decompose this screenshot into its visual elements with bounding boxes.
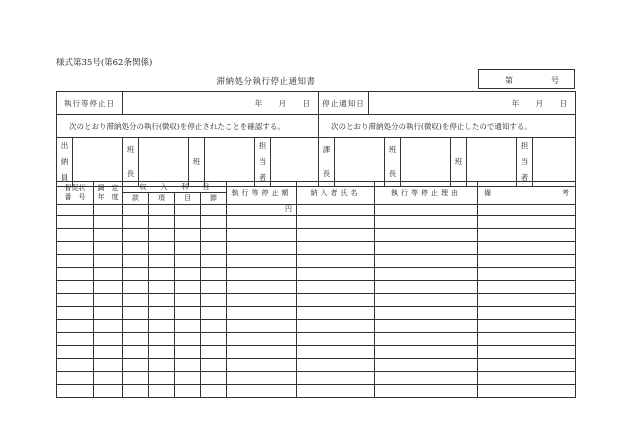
table-row: [57, 359, 576, 372]
stop-date-label: 執行等停止日: [57, 92, 123, 115]
table-cell[interactable]: [201, 333, 227, 346]
table-cell[interactable]: [227, 216, 297, 229]
table-row: [57, 333, 576, 346]
confirm-statement: 次のとおり滞納処分の執行(徴収)を停止されたことを確認する。: [57, 115, 319, 138]
table-cell[interactable]: [149, 385, 175, 398]
tantousha-b-label: 担 当 者: [517, 138, 533, 187]
table-cell[interactable]: [123, 255, 149, 268]
table-cell[interactable]: [149, 346, 175, 359]
han-b-seal[interactable]: [467, 138, 517, 187]
table-cell[interactable]: [201, 320, 227, 333]
table-cell[interactable]: [201, 242, 227, 255]
table-cell[interactable]: [149, 229, 175, 242]
table-cell[interactable]: [149, 216, 175, 229]
table-cell[interactable]: [57, 372, 94, 385]
table-row: [57, 307, 576, 320]
table-cell[interactable]: [149, 242, 175, 255]
table-cell[interactable]: [375, 268, 478, 281]
table-cell[interactable]: [94, 346, 123, 359]
table-cell[interactable]: [175, 333, 201, 346]
date-table: [56, 91, 576, 138]
table-row: [57, 346, 576, 359]
table-cell[interactable]: [94, 307, 123, 320]
table-cell[interactable]: [57, 255, 94, 268]
table-cell[interactable]: [175, 359, 201, 372]
detail-table: [56, 181, 576, 398]
notice-date-label: 停止通知日: [319, 92, 369, 115]
table-cell[interactable]: [478, 359, 576, 372]
table-cell[interactable]: [297, 359, 375, 372]
table-cell[interactable]: [175, 294, 201, 307]
table-cell[interactable]: [227, 294, 297, 307]
table-cell[interactable]: [175, 281, 201, 294]
table-cell[interactable]: [123, 333, 149, 346]
table-cell[interactable]: [94, 255, 123, 268]
table-cell[interactable]: [175, 229, 201, 242]
table-cell[interactable]: [478, 333, 576, 346]
table-cell[interactable]: [227, 333, 297, 346]
table-cell[interactable]: [297, 333, 375, 346]
bu-header: 節: [201, 193, 227, 205]
table-cell[interactable]: [94, 242, 123, 255]
table-cell[interactable]: [123, 294, 149, 307]
table-cell[interactable]: [149, 255, 175, 268]
shutsunouin-label: 出 納 員: [57, 138, 73, 187]
table-cell[interactable]: [149, 294, 175, 307]
table-cell[interactable]: [227, 268, 297, 281]
table-cell[interactable]: [123, 307, 149, 320]
number-prefix: 第: [505, 76, 513, 85]
table-row: [57, 294, 576, 307]
table-cell[interactable]: [227, 229, 297, 242]
form-header: [56, 69, 575, 91]
table-cell[interactable]: [297, 320, 375, 333]
table-cell[interactable]: [297, 294, 375, 307]
table-cell[interactable]: [201, 229, 227, 242]
han-a-label: 班: [189, 138, 205, 187]
table-cell[interactable]: [478, 372, 576, 385]
tantousha-a-label: 担 当 者: [255, 138, 271, 187]
table-cell[interactable]: [123, 229, 149, 242]
table-cell[interactable]: [227, 320, 297, 333]
table-cell[interactable]: [175, 268, 201, 281]
table-cell[interactable]: [375, 333, 478, 346]
header-row-1: [57, 182, 576, 193]
table-row: [57, 372, 576, 385]
table-row: [57, 320, 576, 333]
table-cell[interactable]: [123, 281, 149, 294]
table-cell[interactable]: [478, 216, 576, 229]
table-cell[interactable]: [57, 268, 94, 281]
table-cell[interactable]: [201, 359, 227, 372]
table-cell[interactable]: [297, 255, 375, 268]
notice-statement: 次のとおり滞納処分の執行(徴収)を停止したので通知する。: [319, 115, 576, 138]
table-cell[interactable]: [227, 255, 297, 268]
table-cell[interactable]: [375, 372, 478, 385]
table-cell[interactable]: [123, 242, 149, 255]
table-cell[interactable]: [94, 359, 123, 372]
table-cell[interactable]: [149, 307, 175, 320]
table-row: [57, 216, 576, 229]
kachou-seal[interactable]: [335, 138, 385, 187]
remarks-label-a: 備: [484, 188, 491, 197]
table-cell[interactable]: [175, 372, 201, 385]
table-cell[interactable]: [57, 385, 94, 398]
table-cell[interactable]: [227, 359, 297, 372]
table-cell[interactable]: [297, 229, 375, 242]
table-cell[interactable]: [94, 333, 123, 346]
table-row: [57, 385, 576, 398]
table-cell[interactable]: [478, 294, 576, 307]
hanchou-b-label: 班 長: [385, 138, 401, 187]
document-number-box[interactable]: [478, 69, 575, 89]
table-cell[interactable]: [201, 255, 227, 268]
kachou-label: 課 長: [319, 138, 335, 187]
table-cell[interactable]: [478, 229, 576, 242]
table-cell[interactable]: [123, 346, 149, 359]
table-cell[interactable]: [375, 359, 478, 372]
table-cell[interactable]: [297, 268, 375, 281]
table-cell[interactable]: [175, 307, 201, 320]
table-cell[interactable]: [227, 372, 297, 385]
hanchou-a-label: 班 長: [123, 138, 139, 187]
table-cell[interactable]: [201, 216, 227, 229]
table-cell[interactable]: [57, 242, 94, 255]
table-cell[interactable]: [123, 372, 149, 385]
table-cell[interactable]: [57, 294, 94, 307]
tantousha-a-seal[interactable]: [271, 138, 319, 187]
tantousha-b-seal[interactable]: [533, 138, 576, 187]
table-cell[interactable]: [201, 346, 227, 359]
table-cell[interactable]: [478, 307, 576, 320]
table-cell[interactable]: [201, 281, 227, 294]
table-cell[interactable]: [149, 359, 175, 372]
table-cell[interactable]: [123, 268, 149, 281]
table-cell[interactable]: [297, 385, 375, 398]
hanchou-a-seal[interactable]: [139, 138, 189, 187]
table-cell[interactable]: [123, 385, 149, 398]
table-cell[interactable]: [57, 281, 94, 294]
table-cell[interactable]: [478, 320, 576, 333]
kan-header: 款: [123, 193, 149, 205]
table-cell[interactable]: [478, 242, 576, 255]
kou-header: 項: [149, 193, 175, 205]
table-cell[interactable]: [94, 229, 123, 242]
shutsunouin-seal[interactable]: [73, 138, 123, 187]
amount-header: 執行等停止額: [227, 182, 297, 205]
table-cell[interactable]: [57, 346, 94, 359]
table-cell[interactable]: [123, 320, 149, 333]
form-id: 様式第35号(第62条関係): [56, 58, 153, 68]
table-cell[interactable]: [57, 320, 94, 333]
tokusoku-header: 督促状 番 号: [57, 182, 94, 205]
number-suffix: 号: [551, 76, 559, 85]
table-cell[interactable]: [478, 346, 576, 359]
table-cell[interactable]: [201, 385, 227, 398]
table-cell[interactable]: [94, 268, 123, 281]
table-cell[interactable]: [201, 268, 227, 281]
table-cell[interactable]: [227, 242, 297, 255]
table-cell[interactable]: [94, 320, 123, 333]
payer-name-header: 納入者氏名: [297, 182, 375, 205]
table-cell[interactable]: [94, 372, 123, 385]
table-cell[interactable]: [375, 229, 478, 242]
table-cell[interactable]: [175, 346, 201, 359]
table-row: [57, 229, 576, 242]
table-cell[interactable]: [149, 281, 175, 294]
table-row: [57, 255, 576, 268]
table-cell[interactable]: [375, 385, 478, 398]
table-cell[interactable]: [94, 281, 123, 294]
table-cell[interactable]: [175, 242, 201, 255]
table-cell[interactable]: [297, 346, 375, 359]
table-cell[interactable]: [227, 307, 297, 320]
table-cell[interactable]: [297, 242, 375, 255]
table-cell[interactable]: [175, 255, 201, 268]
table-cell[interactable]: [149, 320, 175, 333]
table-cell[interactable]: [227, 385, 297, 398]
yen-unit: 円: [227, 205, 297, 216]
table-cell[interactable]: [297, 372, 375, 385]
table-cell[interactable]: [175, 216, 201, 229]
table-cell[interactable]: [375, 294, 478, 307]
table-cell[interactable]: [478, 255, 576, 268]
form-title: 滞納処分執行停止通知書: [216, 77, 316, 87]
table-row: [57, 281, 576, 294]
table-cell[interactable]: [227, 346, 297, 359]
table-cell[interactable]: [201, 307, 227, 320]
table-cell[interactable]: [57, 216, 94, 229]
table-cell[interactable]: [375, 320, 478, 333]
table-cell[interactable]: [175, 320, 201, 333]
table-cell[interactable]: [375, 216, 478, 229]
table-cell[interactable]: [149, 268, 175, 281]
table-row: [57, 268, 576, 281]
table-cell[interactable]: [57, 333, 94, 346]
table-cell[interactable]: [94, 216, 123, 229]
table-cell[interactable]: [201, 372, 227, 385]
table-cell[interactable]: [175, 385, 201, 398]
han-a-seal[interactable]: [205, 138, 255, 187]
table-cell[interactable]: [375, 307, 478, 320]
statement-row: [57, 115, 576, 138]
choutei-header: 調 定 年 度: [94, 182, 123, 205]
table-cell[interactable]: [57, 229, 94, 242]
table-cell[interactable]: [375, 346, 478, 359]
table-cell[interactable]: [123, 359, 149, 372]
table-cell[interactable]: [297, 216, 375, 229]
date-row: [57, 92, 576, 115]
table-cell[interactable]: [57, 359, 94, 372]
remarks-label-b: 考: [562, 188, 569, 197]
stop-date-field[interactable]: 年 月 日: [123, 92, 319, 115]
approval-table: [56, 137, 576, 187]
approval-row: [57, 138, 576, 187]
table-cell[interactable]: [297, 307, 375, 320]
table-cell[interactable]: [227, 281, 297, 294]
table-cell[interactable]: [94, 385, 123, 398]
shunyu-kamoku-header: 収 入 科 目: [123, 182, 227, 193]
reason-header: 執行等停止理由: [375, 182, 478, 205]
table-row: [57, 205, 576, 216]
table-cell[interactable]: [57, 307, 94, 320]
notice-date-field[interactable]: 年 月 日: [369, 92, 576, 115]
table-cell[interactable]: [478, 385, 576, 398]
table-cell[interactable]: [375, 242, 478, 255]
table-cell[interactable]: [478, 281, 576, 294]
table-cell[interactable]: [149, 333, 175, 346]
table-cell[interactable]: [478, 268, 576, 281]
hanchou-b-seal[interactable]: [401, 138, 451, 187]
table-cell[interactable]: [201, 294, 227, 307]
moku-header: 目: [175, 193, 201, 205]
table-cell[interactable]: [94, 294, 123, 307]
remarks-header: [478, 182, 576, 205]
han-b-label: 班: [451, 138, 467, 187]
table-row: [57, 242, 576, 255]
table-cell[interactable]: [375, 255, 478, 268]
table-cell[interactable]: [297, 281, 375, 294]
table-cell[interactable]: [123, 216, 149, 229]
table-cell[interactable]: [375, 281, 478, 294]
table-cell[interactable]: [149, 372, 175, 385]
